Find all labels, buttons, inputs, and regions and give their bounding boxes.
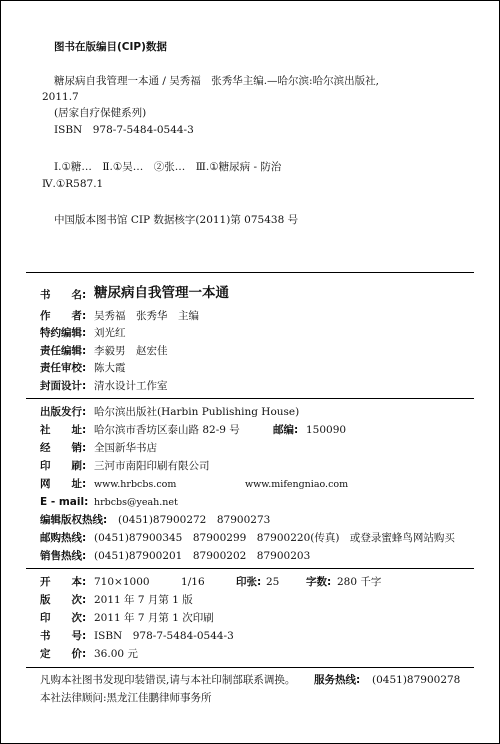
printing-value: 2011 年 7 月第 1 次印刷	[94, 612, 214, 624]
format-value: 710×1000 1/16	[94, 576, 205, 588]
edition-value: 2011 年 7 月第 1 版	[94, 594, 193, 606]
mail-order-label: 邮购热线:	[40, 532, 87, 544]
cover-value: 清水设计工作室	[94, 380, 168, 392]
special-editor-label: 特约编辑:	[40, 327, 87, 339]
service-label: 服务热线:	[314, 674, 361, 686]
postcode-label: 邮编:	[273, 424, 299, 436]
editorial-tel-value: (0451)87900272 87900273	[118, 514, 271, 526]
sheets-label: 印张:	[236, 576, 262, 588]
printing-label: 印 次:	[40, 612, 87, 624]
cip-data-number: 中国版本图书馆 CIP 数据核字(2011)第 075438 号	[54, 214, 299, 226]
email-link[interactable]: hrbcbs@yeah.net	[94, 497, 178, 508]
words-label: 字数:	[306, 576, 332, 588]
divider	[26, 272, 474, 273]
website-label: 网 址:	[40, 478, 87, 490]
address-label: 社 址:	[40, 424, 87, 436]
book-title: 糖尿病自我管理一本通	[94, 285, 229, 301]
divider	[26, 568, 474, 569]
divider	[26, 398, 474, 399]
special-editor-value: 刘光红	[94, 327, 126, 339]
price-value: 36.00 元	[94, 648, 138, 660]
service-value: (0451)87900278	[372, 674, 461, 686]
title-label: 书 名:	[40, 289, 87, 301]
format-label: 开 本:	[40, 576, 87, 588]
divider	[26, 667, 474, 668]
cip-line: 2011.7	[42, 91, 79, 103]
cip-heading: 图书在版编目(CIP)数据	[54, 41, 167, 53]
mail-order-value: (0451)87900345 87900299 87900220(传真) 或登录蜜蜂鸟网站购买	[94, 532, 455, 544]
authors-value: 吴秀福 张秀华 主编	[94, 310, 199, 322]
cip-line: (居家自疗保健系列)	[54, 107, 147, 119]
cip-line: ISBN 978-7-5484-0544-3	[54, 124, 194, 136]
reviewer-value: 陈大霞	[94, 362, 126, 374]
isbn-label: 书 号:	[40, 630, 87, 642]
authors-label: 作 者:	[40, 310, 87, 322]
cip-line: 糖尿病自我管理一本通 / 吴秀福 张秀华主编.—哈尔滨:哈尔滨出版社,	[54, 75, 379, 87]
isbn-value: ISBN 978-7-5484-0544-3	[94, 630, 234, 642]
cover-label: 封面设计:	[40, 380, 87, 392]
cip-line: Ⅰ.①糖… Ⅱ.①吴… ②张… Ⅲ.①糖尿病 - 防治	[54, 161, 282, 173]
sales-value: (0451)87900201 87900202 87900203	[94, 550, 311, 562]
publisher-value: 哈尔滨出版社(Harbin Publishing House)	[94, 406, 300, 418]
editor-value: 李毅男 赵宏佳	[94, 345, 168, 357]
printer-label: 印 刷:	[40, 460, 87, 472]
footer-notice: 凡购本社图书发现印装错误,请与本社印制部联系调换。	[40, 674, 296, 686]
editorial-tel-label: 编辑版权热线:	[40, 514, 108, 526]
reviewer-label: 责任审校:	[40, 362, 87, 374]
cip-line: Ⅳ.①R587.1	[42, 178, 104, 190]
editor-label: 责任编辑:	[40, 345, 87, 357]
postcode-value: 150090	[306, 424, 347, 436]
address-value: 哈尔滨市香坊区泰山路 82-9 号	[94, 424, 240, 436]
website-link[interactable]: www.hrbcbs.com	[94, 479, 177, 490]
printer-value: 三河市南阳印刷有限公司	[94, 460, 210, 472]
distributor-label: 经 销:	[40, 442, 87, 454]
footer-legal: 本社法律顾问:黑龙江佳鹏律师事务所	[40, 692, 212, 704]
website-link[interactable]: www.mifengniao.com	[245, 479, 349, 490]
sales-label: 销售热线:	[40, 550, 87, 562]
publisher-label: 出版发行:	[40, 406, 87, 418]
distributor-value: 全国新华书店	[94, 442, 157, 454]
edition-label: 版 次:	[40, 594, 87, 606]
email-label: E - mail:	[40, 496, 89, 508]
sheets-value: 25	[266, 576, 280, 588]
words-value: 280 千字	[337, 576, 382, 588]
price-label: 定 价:	[40, 648, 87, 660]
